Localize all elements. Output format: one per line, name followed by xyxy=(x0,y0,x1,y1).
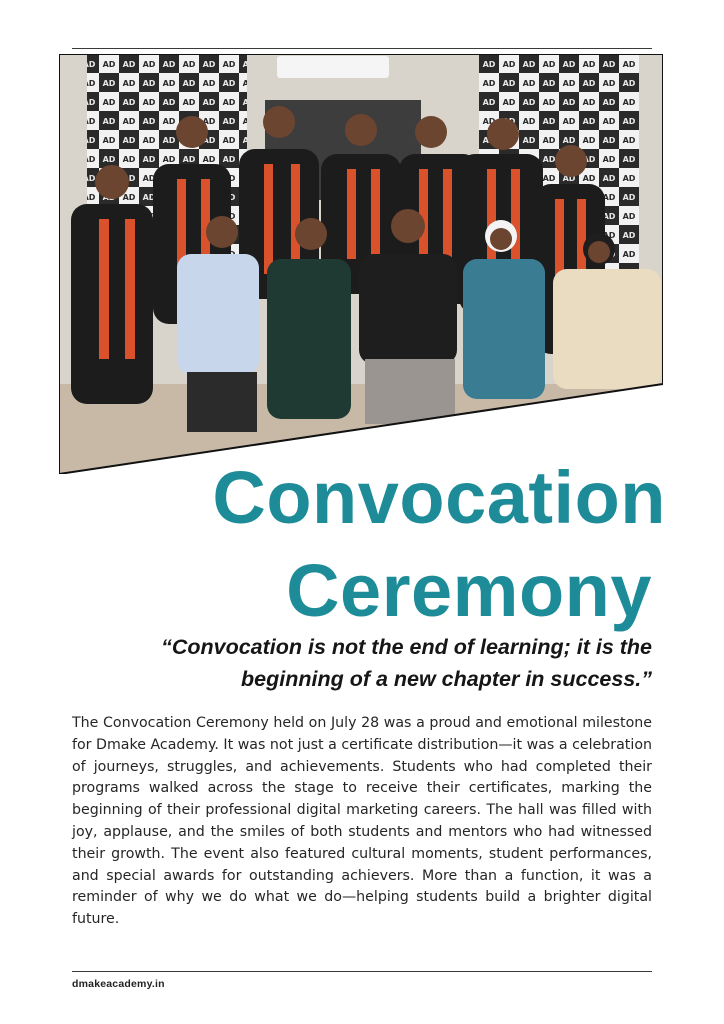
title-line-1: Convocation xyxy=(212,456,666,539)
quote-line-2: beginning of a new chapter in success.” xyxy=(241,667,652,691)
bottom-divider xyxy=(72,971,652,972)
top-divider xyxy=(72,48,652,49)
title-line-2: Ceremony xyxy=(286,549,652,632)
pull-quote xyxy=(92,631,652,695)
body-paragraph: The Convocation Ceremony held on July 28 was a proud and emotional milestone for Dmake Academy. It was not just a certificate distribution—it was a celebration of journeys, struggles, and achievements. Students who had completed their programs walked across the stage to receive their certificates, marking the beginning of their professional digital marketing careers. The hall was filled with joy, applause, and the smiles of both students and mentors who had witnessed their growth. The event also featured cultural moments, student performances, and special awards for outstanding achievers. More than a function, it was a reminder of why we do what we do—helping students build a brighter digital future. xyxy=(72,715,652,928)
group-photo xyxy=(59,54,663,474)
footer-website-link[interactable]: dmakeacademy.in xyxy=(72,978,165,990)
quote-line-1: “Convocation is not the end of learning; it is the xyxy=(161,635,652,659)
